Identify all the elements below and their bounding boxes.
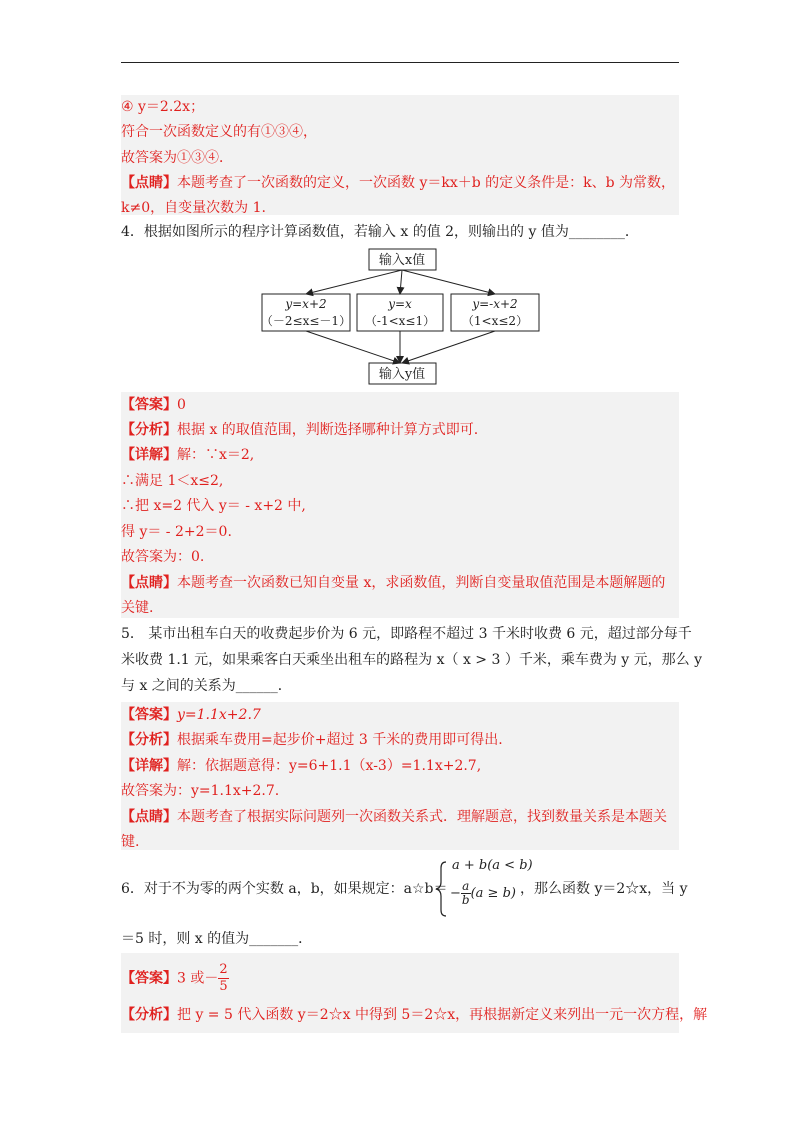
case-2-formula: y=x: [388, 297, 412, 311]
detail-line: 故答案为：0.: [121, 549, 205, 565]
comment-tag: 【点睛】: [121, 575, 177, 591]
case-2-fraction: [461, 880, 471, 907]
answer-fraction: [218, 962, 228, 995]
answer-prefix: 3 或－: [177, 970, 219, 987]
detail-line: 故答案为：y=1.1x+2.7.: [121, 783, 280, 799]
question-5-line: 米收费 1.1 元，如果乘客白天乘坐出租车的路程为 x（ x > 3 ）千米，乘车费为 y 元，那么 y: [121, 652, 703, 668]
analysis-tag: 【分析】: [121, 422, 177, 438]
detail-line: ∴把 x=2 代入 y＝ - x+2 中,: [121, 498, 306, 514]
case-2-range: （-1<x≤1）: [364, 314, 436, 328]
comment-line-cont: 关键.: [121, 600, 154, 616]
answer-tag: 【答案】: [121, 970, 177, 987]
detail-line: ∴满足 1＜x≤2,: [121, 473, 224, 489]
answer-value: 0: [177, 397, 186, 413]
analysis-text: 根据 x 的取值范围，判断选择哪种计算方式即可.: [177, 422, 479, 438]
answer-line: [121, 962, 229, 995]
solution-line: 符合一次函数定义的有①③④，: [121, 124, 317, 140]
analysis-tag: 【分析】: [121, 732, 177, 748]
case-3-formula: y=-x+2: [472, 297, 518, 311]
analysis-tag: 【分析】: [121, 1007, 177, 1023]
brace-shape: [436, 862, 446, 916]
case-2-denominator: b: [461, 893, 470, 907]
analysis-text: 根据乘车费用=起步价+超过 3 千米的费用即可得出.: [177, 732, 503, 748]
question-5-line: 与 x 之间的关系为______．: [121, 678, 292, 694]
case-2-numerator: a: [462, 879, 470, 893]
output-label: 输入y值: [378, 367, 426, 382]
comment-line-cont: 键.: [121, 834, 140, 850]
question-4-text: 4．根据如图所示的程序计算函数值，若输入 x 的值 2，则输出的 y 值为________．: [121, 224, 639, 240]
analysis-line: [121, 1005, 707, 1025]
analysis-text: 把 y = 5 代入函数 y＝2☆x 中得到 5＝2☆x，再根据新定义来列出一元一次方程，解: [177, 1007, 708, 1023]
case-2-sign: −: [450, 886, 461, 901]
input-label: 输入x值: [378, 253, 426, 268]
detail-text: 解：依据题意得：y=6+1.1（x-3）=1.1x+2.7,: [177, 758, 482, 774]
piecewise-case-2: [450, 880, 516, 907]
answer-denominator: 5: [219, 979, 228, 994]
question-6-post: ，那么函数 y＝2☆x，当 y: [520, 881, 688, 897]
answer-numerator: 2: [219, 962, 228, 977]
answer-tag: 【答案】: [121, 707, 177, 723]
comment-text: 本题考查一次函数已知自变量 x，求函数值，判断自变量取值范围是本题解题的: [177, 575, 666, 591]
comment-text: 本题考查了一次函数的定义，一次函数 y＝kx＋b 的定义条件是：k、b 为常数，: [177, 175, 676, 191]
case-3-range: （1<x≤2）: [461, 314, 529, 328]
solution-line: 故答案为①③④．: [121, 150, 233, 166]
detail-line: 得 y＝ - 2+2＝0.: [121, 524, 232, 540]
case-2-condition: (a ≥ b): [470, 886, 516, 901]
piecewise-case-1: a + b(a < b): [452, 858, 533, 873]
solution-line: ④ y＝2.2x；: [121, 99, 205, 115]
question-6-pre: 6．对于不为零的两个实数 a，b，如果规定：a☆b＝: [121, 881, 448, 897]
question-6-line2: ＝5 时，则 x 的值为_______．: [121, 931, 313, 947]
comment-tag: 【点睛】: [121, 809, 177, 825]
detail-text: 解：∵x＝2,: [177, 447, 255, 463]
detail-tag: 【详解】: [121, 447, 177, 463]
comment-text: 本题考查了根据实际问题列一次函数关系式．理解题意，找到数量关系是本题关: [177, 809, 667, 825]
comment-line-cont: k≠0，自变量次数为 1.: [121, 200, 266, 216]
question-5-line: 5． 某市出租车白天的收费起步价为 6 元，即路程不超过 3 千米时收费 6 元，超过部分每千: [121, 626, 692, 642]
answer-tag: 【答案】: [121, 397, 177, 413]
case-1-range: （－2≤x≤－1）: [260, 314, 352, 328]
detail-tag: 【详解】: [121, 758, 177, 774]
case-1-formula: y=x+2: [285, 297, 327, 311]
comment-tag: 【点睛】: [121, 175, 177, 191]
answer-value: y=1.1x+2.7: [177, 707, 261, 723]
